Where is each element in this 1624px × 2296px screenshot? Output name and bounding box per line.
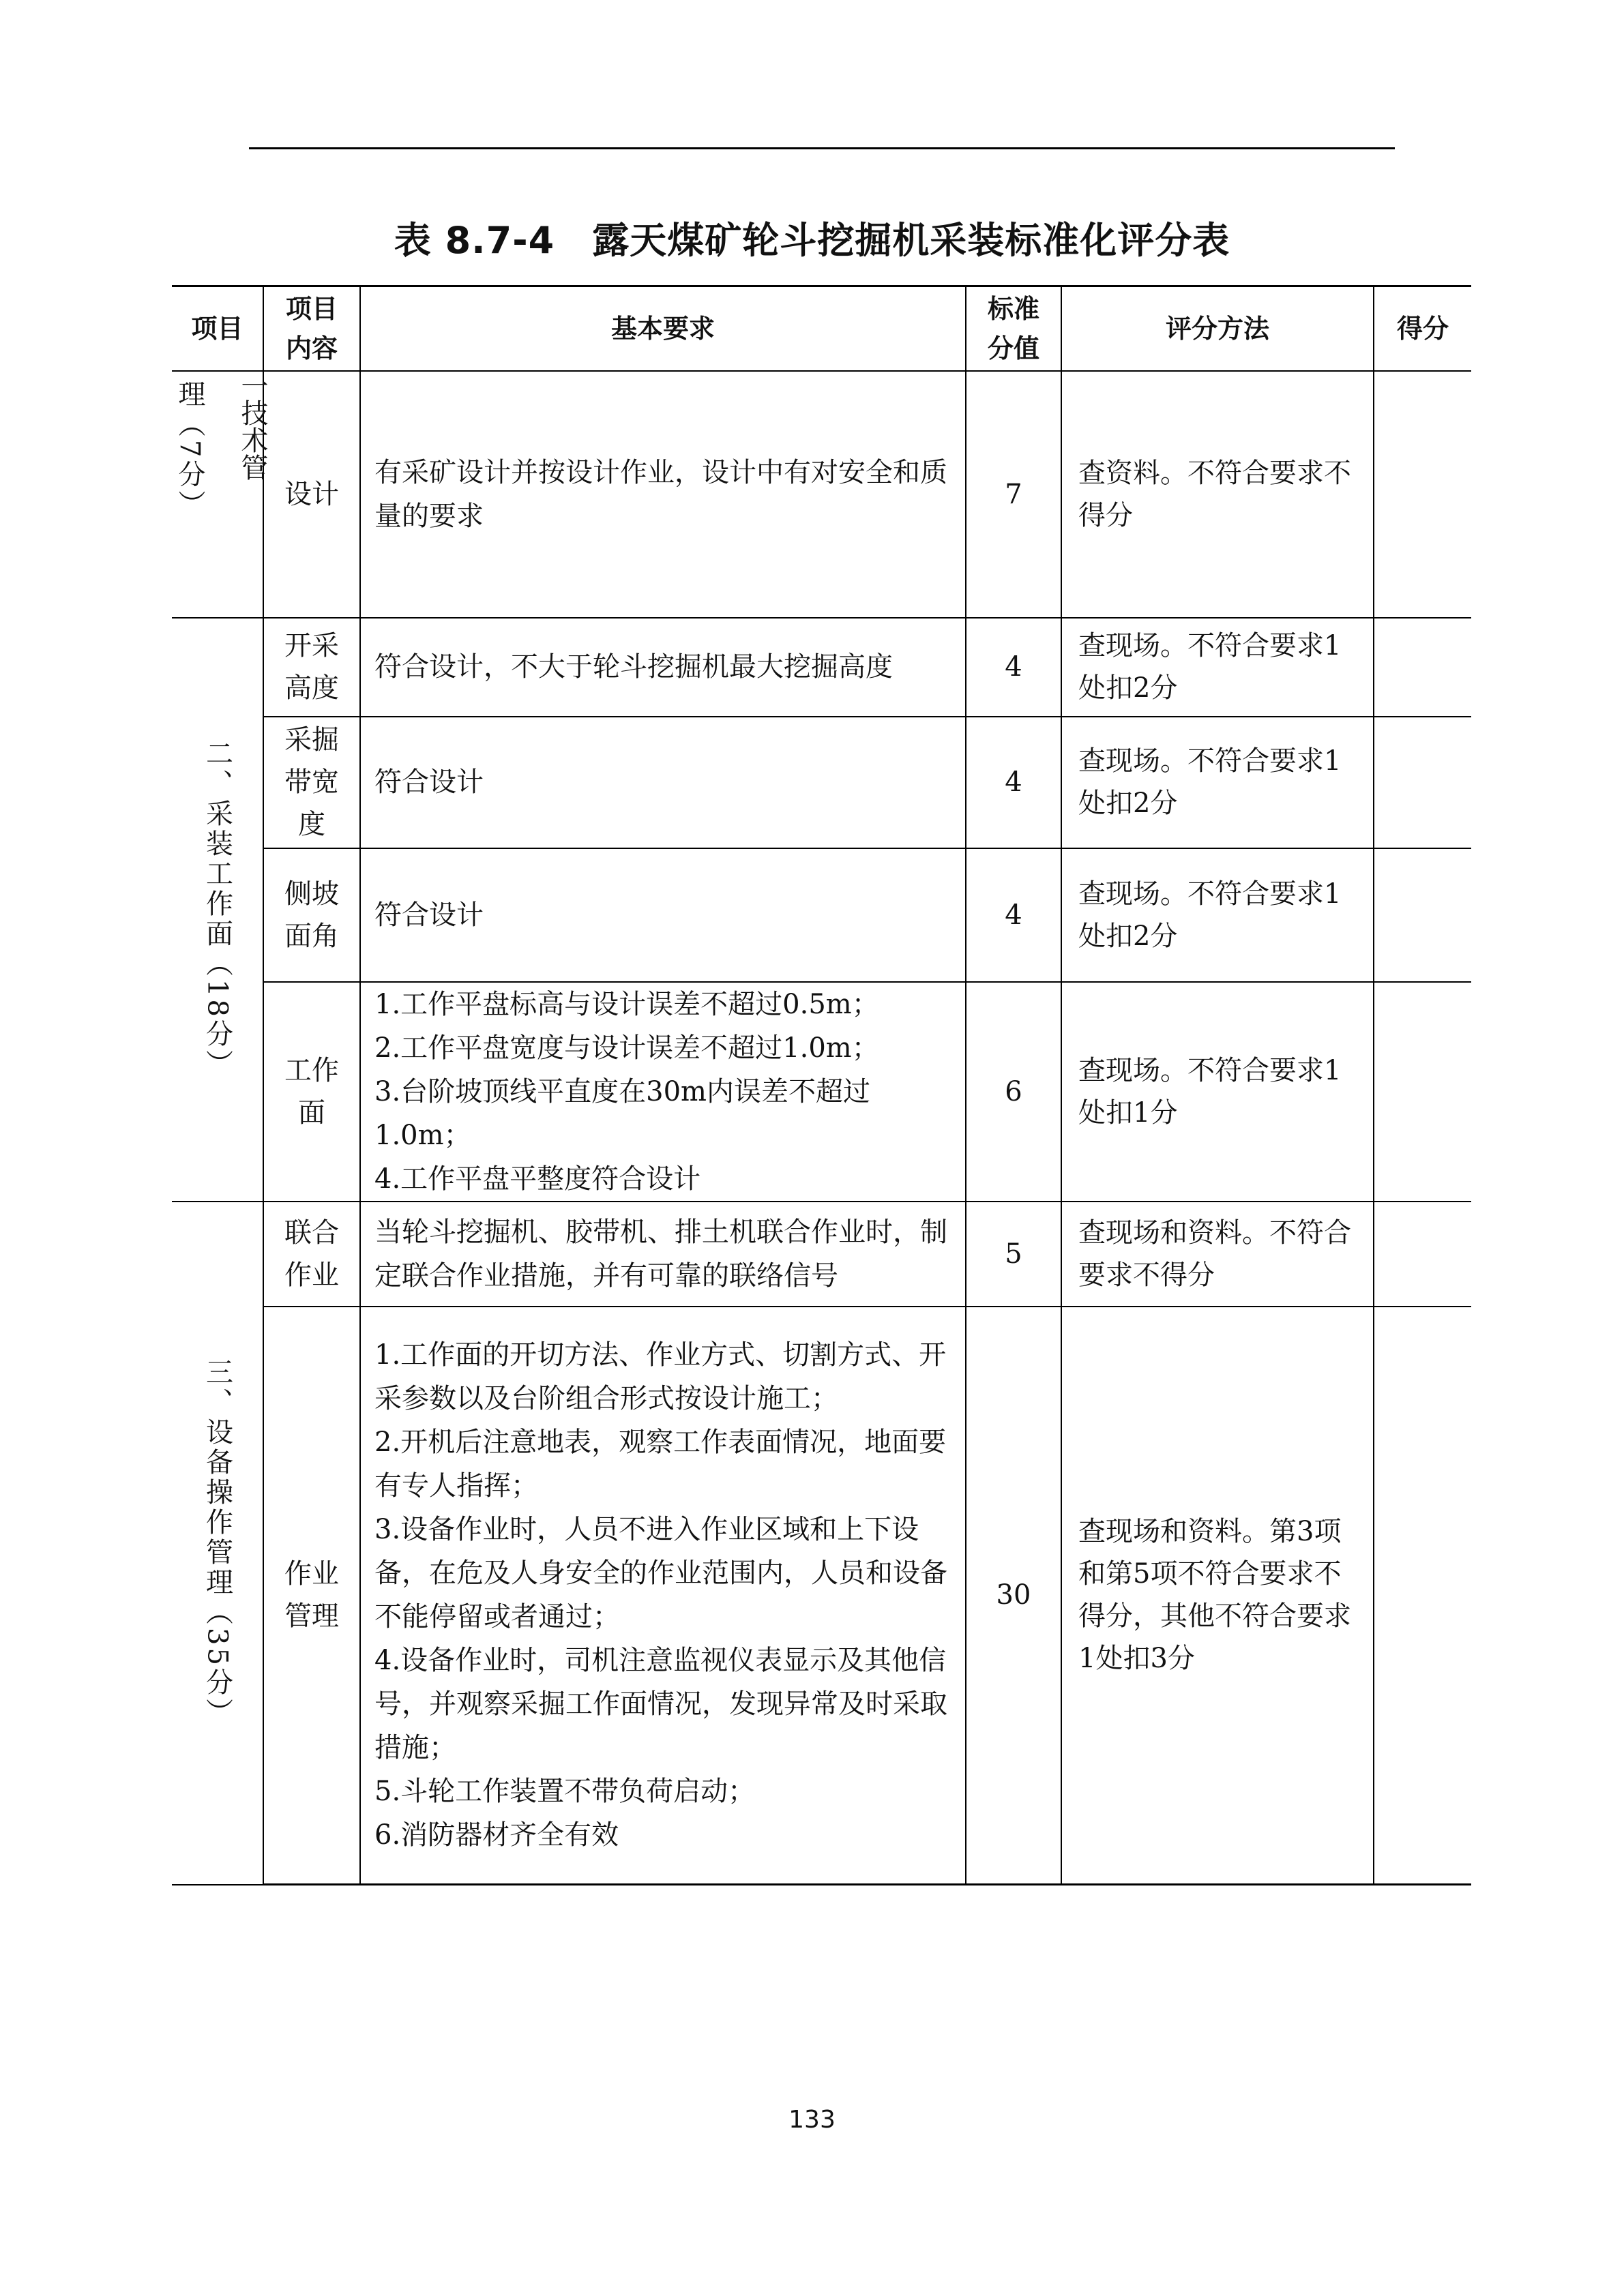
requirement-cell: 有采矿设计并按设计作业，设计中有对安全和质量的要求 [360,371,966,618]
method-cell: 查现场。不符合要求1处扣1分 [1061,982,1374,1202]
requirement-line: 3.台阶坡顶线平直度在30m内误差不超过1.0m； [374,1075,870,1151]
header-score-text: 标准分值 [988,293,1040,363]
method-cell: 查现场和资料。不符合要求不得分 [1061,1202,1374,1307]
category-text-1a: 理（7分） [174,379,205,520]
scoring-table [172,285,1471,1885]
method-cell: 查资料。不符合要求不得分 [1061,371,1374,618]
content-text: 侧坡面角 [284,878,339,952]
table-row [172,1202,1471,1307]
content-cell [263,848,360,982]
header-requirement: 基本要求 [360,286,966,371]
method-cell: 查现场。不符合要求1处扣2分 [1061,848,1374,982]
result-cell[interactable] [1374,848,1471,982]
content-text: 开采高度 [284,630,339,704]
requirement-line: 4.工作平盘平整度符合设计 [374,1163,701,1195]
result-cell[interactable] [1374,618,1471,717]
content-cell [263,371,360,618]
table-row [172,1307,1471,1885]
category-cell-3 [172,1202,263,1885]
score-cell: 7 [966,371,1061,618]
requirement-cell: 当轮斗挖掘机、胶带机、排土机联合作业时，制定联合作业措施，并有可靠的联络信号 [360,1202,966,1307]
content-cell [263,982,360,1202]
table-title: 表 8.7-4 露天煤矿轮斗挖掘机采装标准化评分表 [394,219,1230,262]
requirement-line: 3.设备作业时，人员不进入作业区域和上下设备，在危及人身安全的作业范围内，人员和设备不能停留或者通过； [374,1514,947,1633]
result-cell[interactable] [1374,982,1471,1202]
requirement-line: 6.消防器材齐全有效 [374,1819,619,1851]
requirement-line: 2.开机后注意地表，观察工作表面情况，地面要有专人指挥； [374,1427,947,1502]
result-cell[interactable] [1374,717,1471,848]
content-text: 联合作业 [284,1217,339,1291]
category-cell-2 [172,618,263,1202]
requirement-cell [360,1307,966,1885]
requirement-cell: 符合设计，不大于轮斗挖掘机最大挖掘高度 [360,618,966,717]
header-result: 得分 [1374,286,1471,371]
method-cell: 查现场和资料。第3项和第5项不符合要求不得分，其他不符合要求1处扣3分 [1061,1307,1374,1885]
result-cell[interactable] [1374,1202,1471,1307]
requirement-line: 1.工作平盘标高与设计误差不超过0.5m； [374,988,879,1020]
content-cell [263,1202,360,1307]
score-cell: 4 [966,848,1061,982]
table-row [172,717,1471,848]
requirement-cell: 符合设计 [360,848,966,982]
result-cell[interactable] [1374,371,1471,618]
requirement-line: 4.设备作业时，司机注意监视仪表显示及其他信号，并观察采掘工作面情况，发现异常及时采取措施； [374,1645,947,1764]
page-number: 133 [788,2106,836,2134]
header-content [263,286,360,371]
header-score [966,286,1061,371]
category-text-3: 三、设备操作管理（35分） [201,1358,233,1728]
table-row [172,982,1471,1202]
score-cell: 4 [966,717,1061,848]
table-row [172,618,1471,717]
content-cell [263,618,360,717]
requirement-line: 2.工作平盘宽度与设计误差不超过1.0m； [374,1032,879,1064]
content-cell [263,717,360,848]
header-rule [249,147,1395,149]
content-text: 工作面 [284,1054,339,1129]
content-cell [263,1307,360,1885]
content-text: 设计 [284,478,339,510]
score-cell: 4 [966,618,1061,717]
header-method: 评分方法 [1061,286,1374,371]
content-text: 采掘带宽度 [284,724,339,840]
result-cell[interactable] [1374,1307,1471,1885]
method-cell: 查现场。不符合要求1处扣2分 [1061,618,1374,717]
score-cell: 30 [966,1307,1061,1885]
requirement-line: 1.工作面的开切方法、作业方式、切割方式、开采参数以及台阶组合形式按设计施工； [374,1339,947,1415]
header-content-text: 项目内容 [286,293,338,363]
score-cell: 5 [966,1202,1061,1307]
requirement-line: 5.斗轮工作装置不带负荷启动； [374,1776,756,1808]
requirement-cell [360,982,966,1202]
table-row [172,371,1471,618]
content-text: 作业管理 [284,1558,339,1632]
category-text-2: 二、采装工作面（18分） [201,739,233,1079]
category-text-1b: 一技术管 [237,371,268,481]
category-cell-1 [172,371,268,618]
score-cell: 6 [966,982,1061,1202]
table-row [172,848,1471,982]
requirement-cell: 符合设计 [360,717,966,848]
method-cell: 查现场。不符合要求1处扣2分 [1061,717,1374,848]
header-category: 项目 [172,286,263,371]
